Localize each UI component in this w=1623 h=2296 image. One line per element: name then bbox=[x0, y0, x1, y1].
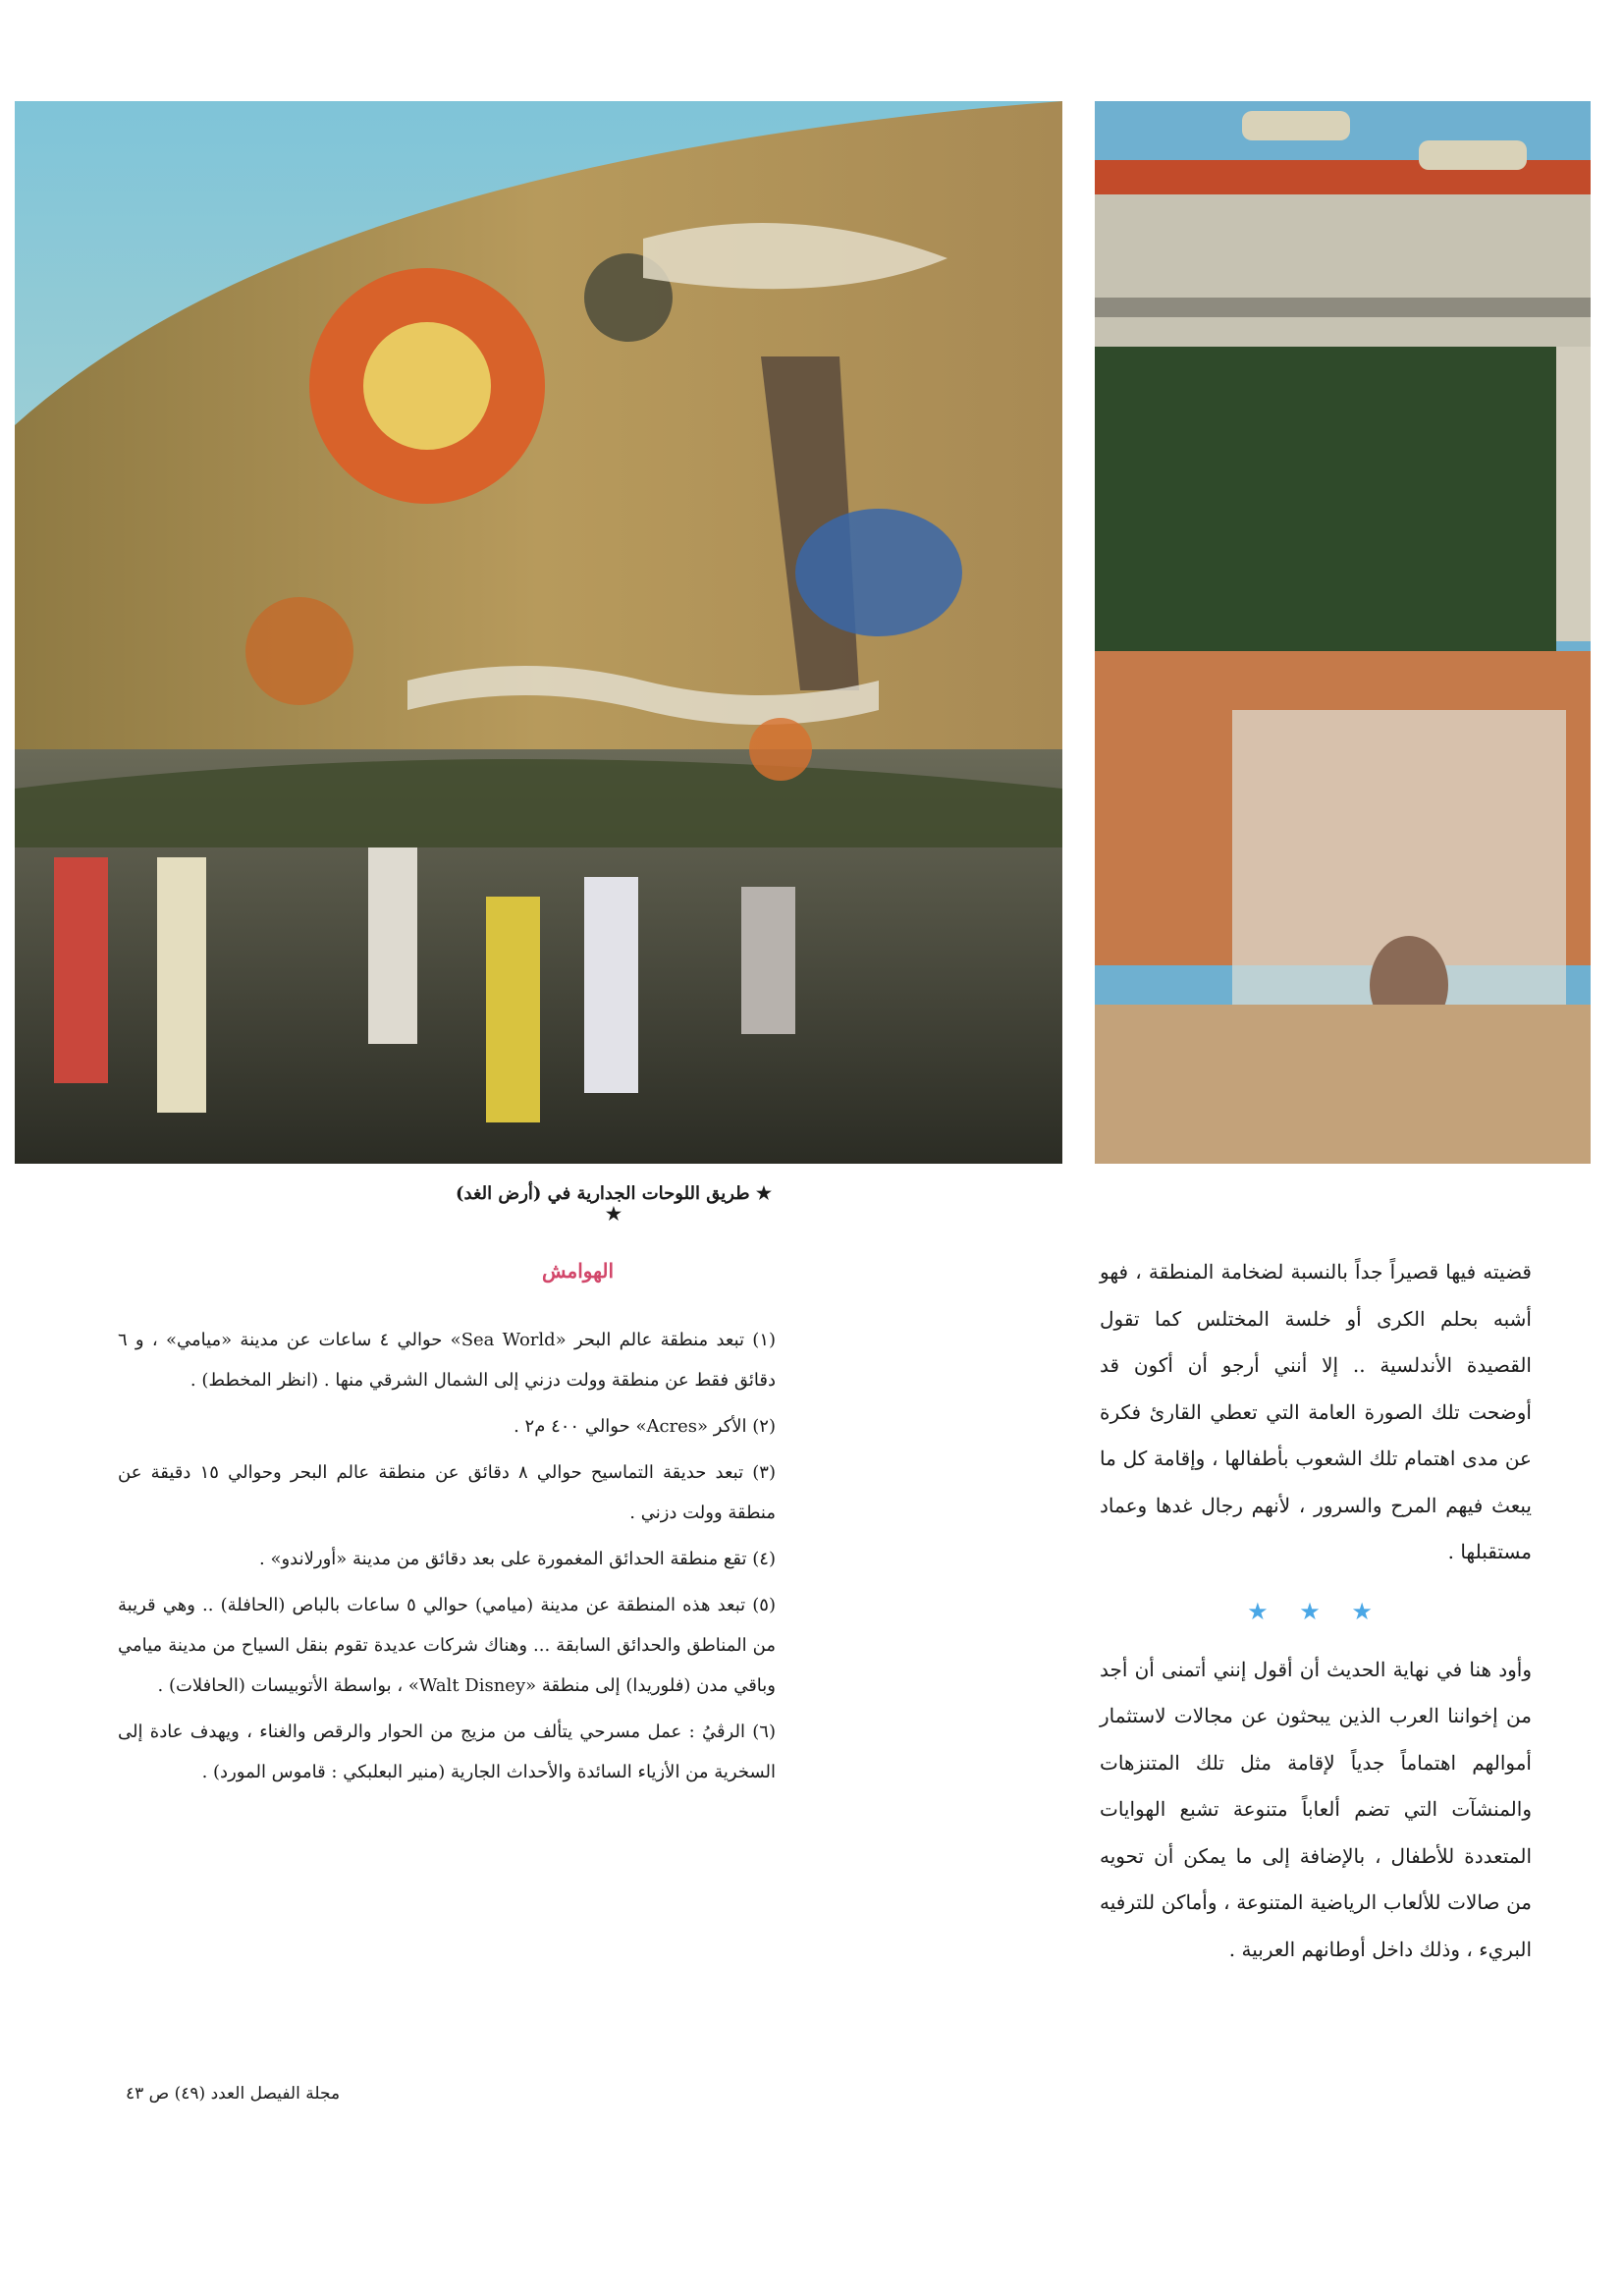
footnote-3: (٣) تبعد حديقة التماسيح حوالي ٨ دقائق عن منطقة عالم البحر وحوالي ١٥ دقيقة عن منطقة وولت دزني . bbox=[118, 1462, 776, 1523]
footnote-5: (٥) تبعد هذه المنطقة عن مدينة (ميامي) حوالي ٥ ساعات بالباص (الحافلة) .. وهي قريبة من المناطق والحدائق السابقة ... وهناك شركات عديدة تقوم بنقل السياح من مدينة ميامي وباقي مدن (فلوريدا) إلى منطقة «Walt Disney» ، بواسطة الأتوبيسات (الحافلات) . bbox=[118, 1595, 776, 1696]
article-paragraph-1: قضيته فيها قصيراً جداً بالنسبة لضخامة المنطقة ، فهو أشبه بحلم الكرى أو خلسة المختلس كما تقول القصيدة الأندلسية .. إلا أنني أرجو أن أكون قد أوضحت تلك الصورة العامة التي تعطي القارئ فكرة عن مدى اهتمام تلك الشعوب بأطفالها ، وإقامة كل ما يبعث فيهم المرح والسرور ، لأنهم رجال غدها وعماد مستقبلها . bbox=[1100, 1260, 1532, 1563]
footnote-6: (٦) الرڤيُ : عمل مسرحي يتألف من مزيج من الحوار والرقص والغناء ، ويهدف عادة إلى السخرية من الأزياء السائدة والأحداث الجارية (منير البعلبكي : قاموس المورد) . bbox=[118, 1722, 776, 1782]
monorail-waterfall-photo bbox=[1095, 101, 1591, 1164]
footnote-4: (٤) تقع منطقة الحدائق المغمورة على بعد دقائق من مدينة «أورلاندو» . bbox=[259, 1549, 776, 1569]
mural-photo bbox=[15, 101, 1062, 1164]
photo-caption: ★ طريق اللوحات الجدارية في (أرض الغد) ★ bbox=[456, 1183, 772, 1225]
footnotes-heading: الهوامش bbox=[542, 1259, 614, 1283]
page-footer: مجلة الفيصل العدد (٤٩) ص ٤٣ bbox=[126, 2084, 341, 2104]
section-separator: ★ ★ ★ bbox=[1247, 1597, 1384, 1625]
footnote-2: (٢) الأكر «Acres» حوالي ٤٠٠ م٢ . bbox=[514, 1416, 776, 1437]
article-paragraph-2: وأود هنا في نهاية الحديث أن أقول إنني أتمنى أن أجد من إخواننا العرب الذين يبحثون عن مجالات لاستثمار أموالهم اهتماماً جدياً لإقامة مثل تلك المتنزهات والمنشآت التي تضم ألعاباً متنوعة تشبع الهوايات المتعددة للأطفال ، بالإضافة إلى ما يمكن أن تحويه من صالات للألعاب الرياضية المتنوعة ، وأماكن للترفيه البريء ، وذلك داخل أوطانهم العربية . bbox=[1100, 1657, 1532, 1961]
article-body bbox=[1100, 1249, 1532, 1973]
footnote-1: (١) تبعد منطقة عالم البحر «Sea World» حوالي ٤ ساعات عن مدينة «ميامي» ، و ٦ دقائق فقط عن منطقة وولت دزني إلى الشمال الشرقي منها . (انظر المخطط) . bbox=[118, 1330, 777, 1391]
footnotes-section bbox=[118, 1259, 776, 1798]
